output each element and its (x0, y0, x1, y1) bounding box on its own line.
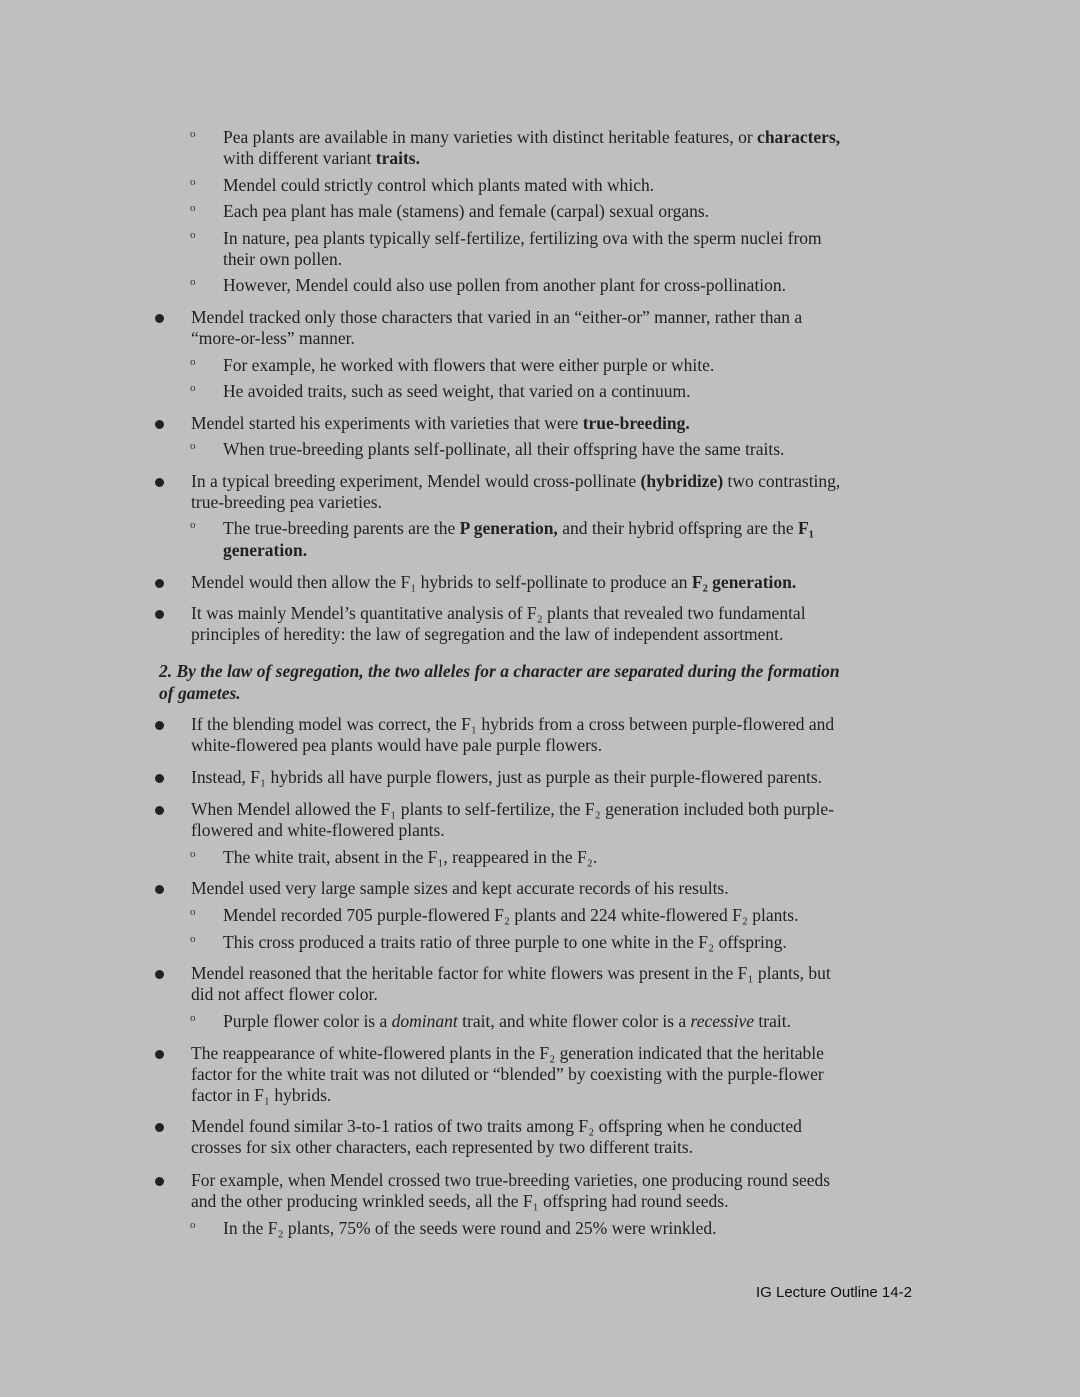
text-line: Mendel recorded 705 purple-flowered F₂ plants and 224 white-flowered F₂ plants. (223, 905, 799, 925)
text-line: In the F₂ plants, 75% of the seeds were round and 25% were wrinkled. (223, 1218, 717, 1238)
text-line: The true-breeding parents are the P generation, and their hybrid offspring are the F₁ (223, 518, 814, 538)
sub-bullet-marker: o (190, 356, 196, 368)
sub-bullet-marker: o (190, 202, 196, 214)
text-line: The reappearance of white-flowered plants in the F₂ generation indicated that the heritable (191, 1043, 824, 1063)
sub-bullet-marker: o (190, 382, 196, 394)
sub-bullet-marker: o (190, 933, 196, 945)
bullet-marker (155, 610, 164, 619)
sub-bullet-marker: o (190, 229, 196, 241)
text-line: In nature, pea plants typically self-fertilize, fertilizing ova with the sperm nuclei from (223, 228, 822, 248)
text-line: For example, when Mendel crossed two true-breeding varieties, one producing round seeds (191, 1170, 831, 1190)
text-line: Mendel found similar 3-to-1 ratios of two traits among F₂ offspring when he conducted (191, 1116, 802, 1136)
sub-bullet-marker: o (190, 176, 196, 188)
text-line: For example, he worked with flowers that were either purple or white. (223, 355, 715, 375)
bullet-marker (155, 885, 164, 894)
bullet-marker (155, 806, 164, 815)
text-line: did not affect flower color. (191, 984, 378, 1004)
text-line: The white trait, absent in the F₁, reappeared in the F₂. (223, 847, 598, 867)
text-line: Mendel reasoned that the heritable factor for white flowers was present in the F₁ plants, but (191, 963, 831, 983)
sub-bullet-marker: o (190, 1012, 196, 1024)
text-line: crosses for six other characters, each represented by two different traits. (191, 1137, 694, 1157)
text-line: When true-breeding plants self-pollinate, all their offspring have the same traits. (223, 439, 785, 459)
sub-bullet-marker: o (190, 519, 196, 531)
text-line: Pea plants are available in many varieties with distinct heritable features, or characters, (223, 127, 841, 147)
text-line: true-breeding pea varieties. (191, 492, 382, 512)
sub-bullet-marker: o (190, 848, 196, 860)
text-line: “more-or-less” manner. (191, 328, 355, 348)
sub-bullet-marker: o (190, 276, 196, 288)
bullet-marker (155, 1123, 164, 1132)
bullet-marker (155, 1177, 164, 1186)
text-line: white-flowered pea plants would have pale purple flowers. (191, 735, 603, 755)
text-line: In a typical breeding experiment, Mendel would cross-pollinate (hybridize) two contrasting, (191, 471, 841, 491)
text-line: principles of heredity: the law of segregation and the law of independent assortment. (191, 624, 784, 644)
sub-bullet-marker: o (190, 440, 196, 452)
bullet-marker (155, 970, 164, 979)
bullet-marker (155, 579, 164, 588)
text-line: and the other producing wrinkled seeds, all the F₁ offspring had round seeds. (191, 1191, 729, 1211)
text-line: He avoided traits, such as seed weight, that varied on a continuum. (223, 381, 691, 401)
text-line: factor for the white trait was not diluted or “blended” by coexisting with the purple-flower (191, 1064, 824, 1084)
text-line: Each pea plant has male (stamens) and female (carpal) sexual organs. (223, 201, 710, 221)
text-line: It was mainly Mendel’s quantitative analysis of F₂ plants that revealed two fundamental (191, 603, 806, 623)
text-line: Instead, F₁ hybrids all have purple flowers, just as purple as their purple-flowered parents. (191, 767, 823, 787)
text-line: Mendel tracked only those characters that varied in an “either-or” manner, rather than a (191, 307, 803, 327)
sub-bullet-marker: o (190, 1219, 196, 1231)
text-line: When Mendel allowed the F₁ plants to self-fertilize, the F₂ generation included both purple- (191, 799, 834, 819)
bullet-marker (155, 1050, 164, 1059)
text-line: Purple flower color is a dominant trait, and white flower color is a recessive trait. (223, 1011, 791, 1031)
sub-bullet-marker: o (190, 128, 196, 140)
text-line: However, Mendel could also use pollen from another plant for cross-pollination. (223, 275, 787, 295)
text-line: factor in F₁ hybrids. (191, 1085, 332, 1105)
bullet-marker (155, 478, 164, 487)
text-line: flowered and white-flowered plants. (191, 820, 445, 840)
sub-bullet-marker: o (190, 906, 196, 918)
bullet-marker (155, 721, 164, 730)
text-line: with different variant traits. (223, 148, 420, 168)
bullet-marker (155, 420, 164, 429)
bullet-marker (155, 314, 164, 323)
text-line: Mendel used very large sample sizes and kept accurate records of his results. (191, 878, 729, 898)
text-line: Mendel could strictly control which plants mated with which. (223, 175, 655, 195)
text-line: Mendel started his experiments with varieties that were true-breeding. (191, 413, 690, 433)
bullet-marker (155, 774, 164, 783)
text-line: their own pollen. (223, 249, 343, 269)
page-footer: IG Lecture Outline 14-2 (756, 1284, 912, 1301)
text-line: Mendel would then allow the F₁ hybrids to self-pollinate to produce an F₂ generation. (191, 572, 797, 592)
section-heading: 2. By the law of segregation, the two alleles for a character are separated during the formation (159, 661, 840, 681)
text-line: This cross produced a traits ratio of three purple to one white in the F₂ offspring. (223, 932, 787, 952)
section-heading: of gametes. (159, 683, 241, 703)
text-line: If the blending model was correct, the F₁ hybrids from a cross between purple-flowered and (191, 714, 835, 734)
text-line: generation. (223, 540, 308, 560)
